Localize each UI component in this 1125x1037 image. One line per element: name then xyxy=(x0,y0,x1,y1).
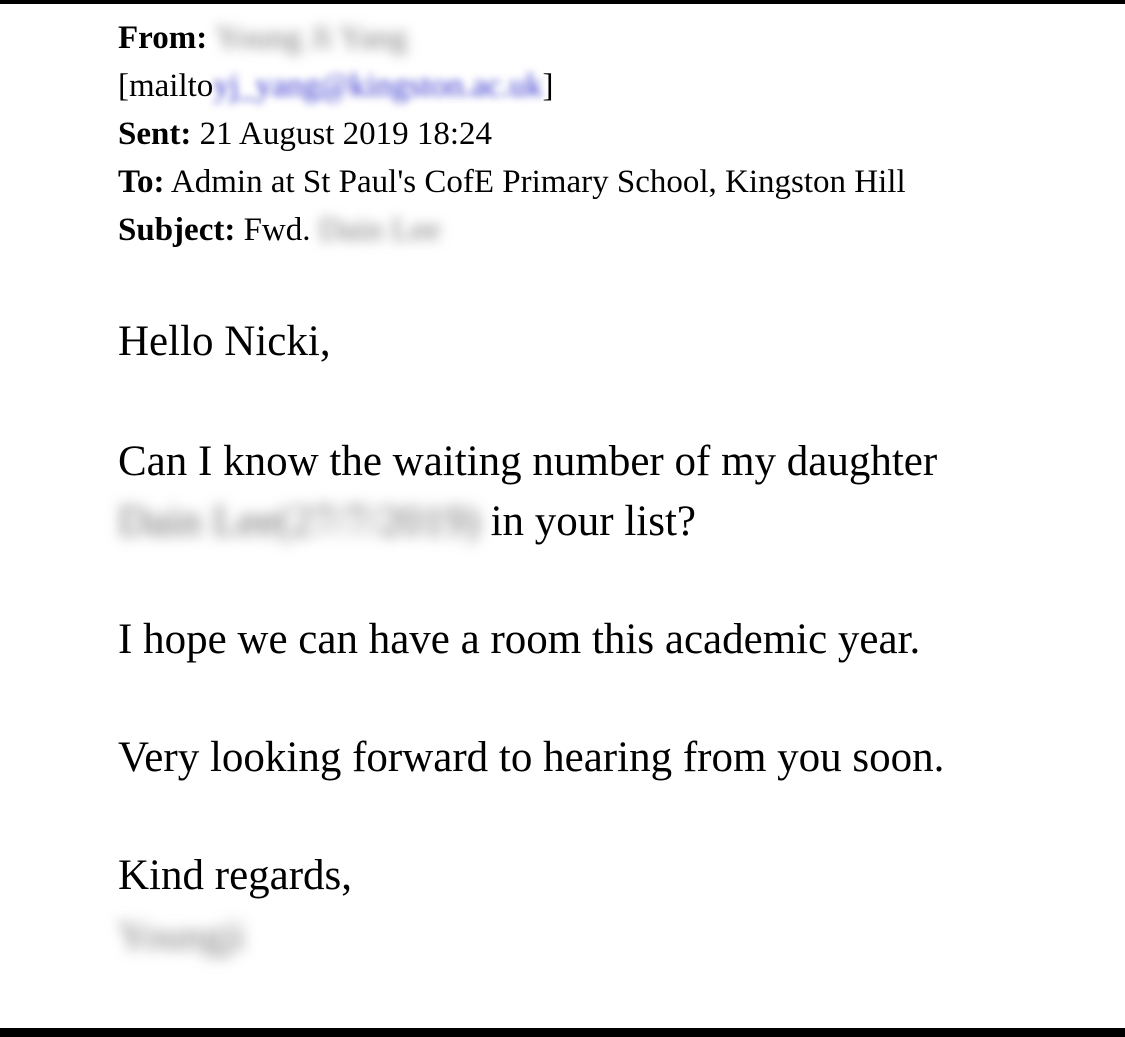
closing: Kind regards, xyxy=(118,852,353,899)
signature-redacted: Youngji xyxy=(118,913,246,958)
email-body xyxy=(118,312,944,966)
question-line-2 xyxy=(118,492,944,552)
from-label: From: xyxy=(118,20,208,56)
hope-line: I hope we can have a room this academic year. xyxy=(118,616,921,663)
question-line-2-text: in your list? xyxy=(479,498,696,545)
to-label: To: xyxy=(118,164,165,200)
from-row xyxy=(118,14,906,62)
daughter-name-redacted: Dain Lee(27/7/2019) xyxy=(118,498,480,545)
greeting: Hello Nicki, xyxy=(118,318,331,365)
sender-name-redacted: Young Ji Yang xyxy=(215,20,408,56)
email-printout xyxy=(0,4,1125,1028)
looking-forward-line: Very looking forward to hearing from you soon. xyxy=(118,734,945,781)
subject-prefix: Fwd. xyxy=(243,212,311,248)
signature-row xyxy=(118,906,944,966)
mailto-prefix: [mailto xyxy=(118,68,214,104)
mailto-row xyxy=(118,62,906,110)
email-header xyxy=(118,14,906,254)
subject-redacted: Dain Lee xyxy=(318,212,441,248)
to-row xyxy=(118,158,906,206)
mailto-suffix: ] xyxy=(542,68,554,104)
question-line-1: Can I know the waiting number of my daughter xyxy=(118,438,938,485)
subject-row xyxy=(118,206,906,254)
to-value: Admin at St Paul's CofE Primary School, Kingston Hill xyxy=(170,164,906,200)
mailto-address-redacted: yj_yang@kingston.ac.uk xyxy=(213,68,543,104)
subject-label: Subject: xyxy=(118,212,236,248)
sent-label: Sent: xyxy=(118,116,192,152)
sent-row xyxy=(118,110,906,158)
sent-value: 21 August 2019 18:24 xyxy=(199,116,493,152)
